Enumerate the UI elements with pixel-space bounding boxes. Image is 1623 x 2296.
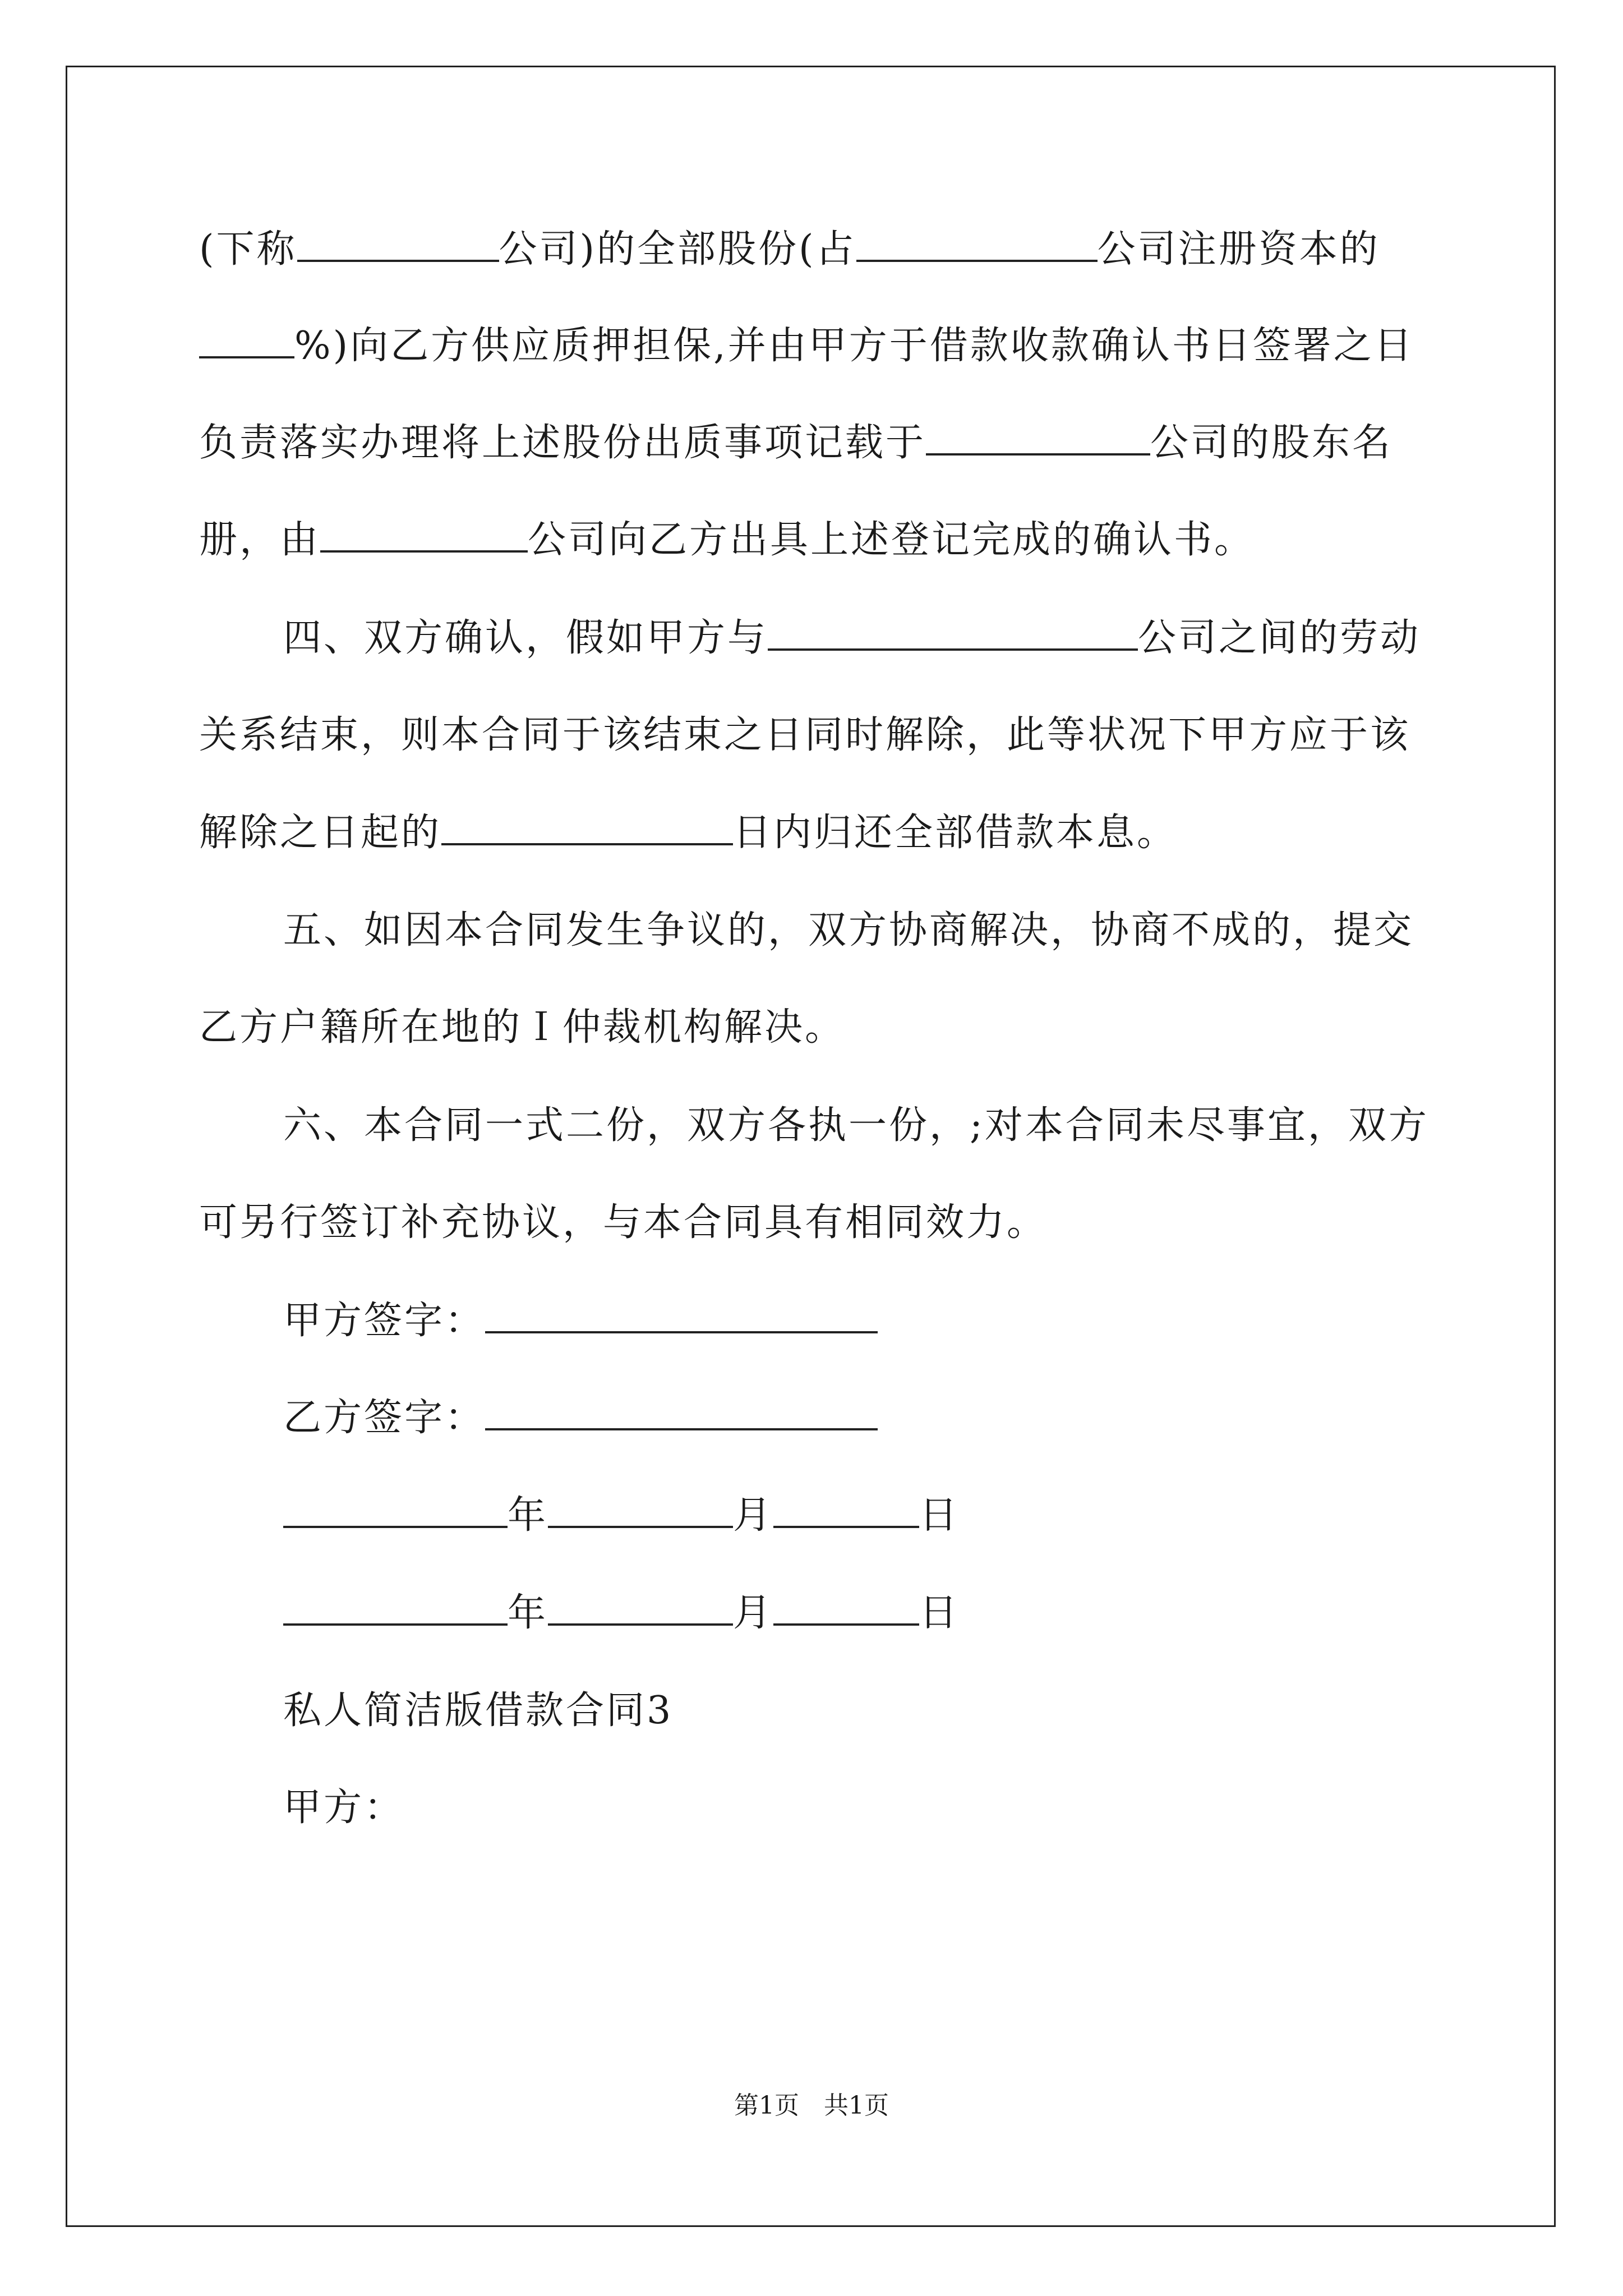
fill-blank [768, 616, 1138, 651]
text: (下称 [199, 227, 297, 272]
text: 负责落实办理将上述股份出质事项记载于 [199, 421, 926, 465]
text-line [199, 515, 1255, 565]
text: 公司之间的劳动 [1138, 616, 1421, 660]
text: 册，由 [199, 518, 321, 562]
month-blank [548, 1493, 733, 1528]
year-blank [283, 1591, 508, 1626]
page-footer: 第1页 共1页 [734, 2091, 889, 2120]
next-doc-party-a: 甲方： [283, 1786, 405, 1830]
year-blank [283, 1493, 508, 1528]
fill-blank [926, 421, 1150, 455]
fill-blank [441, 811, 733, 845]
month-label: 月 [733, 1493, 774, 1538]
date-line [283, 1588, 960, 1639]
next-doc-title: 私人简洁版借款合同3 [283, 1688, 674, 1733]
text-line [199, 418, 1393, 468]
text-line: 乙方户籍所在地的Ｉ仲裁机构解决。 [199, 1005, 846, 1050]
text: %)向乙方供应质押担保,并由甲方于借款收款确认书日签署之日 [294, 324, 1414, 368]
text: 公司的股东名 [1150, 421, 1393, 465]
label: 甲方签字： [283, 1299, 486, 1343]
day-blank [773, 1493, 919, 1528]
day-blank [773, 1591, 919, 1626]
text: 四、双方确认，假如甲方与 [283, 616, 768, 660]
clause-4 [283, 613, 1421, 664]
month-blank [548, 1591, 733, 1626]
text: 解除之日起的 [199, 811, 442, 855]
party-b-signature [283, 1393, 878, 1443]
year-label: 年 [508, 1493, 548, 1538]
text: 公司注册资本的 [1097, 227, 1380, 272]
fill-blank [320, 518, 528, 553]
clause-5: 五、如因本合同发生争议的，双方协商解决，协商不成的，提交 [283, 908, 1414, 953]
text-line: 可另行签订补充协议，与本合同具有相同效力。 [199, 1200, 1048, 1245]
text-line [199, 808, 1177, 858]
text: 日内归还全部借款本息。 [733, 811, 1178, 855]
day-label: 日 [919, 1591, 960, 1635]
text-line [199, 224, 1380, 275]
text-line: 关系结束，则本合同于该结束之日同时解除，此等状况下甲方应于该 [199, 713, 1411, 757]
date-line [283, 1490, 960, 1541]
fill-blank [297, 227, 499, 262]
day-label: 日 [919, 1493, 960, 1538]
text: 公司向乙方出具上述登记完成的确认书。 [528, 518, 1255, 562]
year-label: 年 [508, 1591, 548, 1635]
text-line [199, 321, 1414, 371]
party-a-signature [283, 1296, 878, 1346]
text: 公司)的全部股份(占 [499, 227, 856, 272]
signature-blank [485, 1396, 878, 1430]
signature-blank [485, 1299, 878, 1333]
fill-blank [856, 227, 1098, 262]
label: 乙方签字： [283, 1396, 486, 1440]
month-label: 月 [733, 1591, 774, 1635]
clause-6: 六、本合同一式二份，双方各执一份，;对本合同未尽事宜，双方 [283, 1103, 1429, 1148]
fill-blank [199, 324, 294, 358]
